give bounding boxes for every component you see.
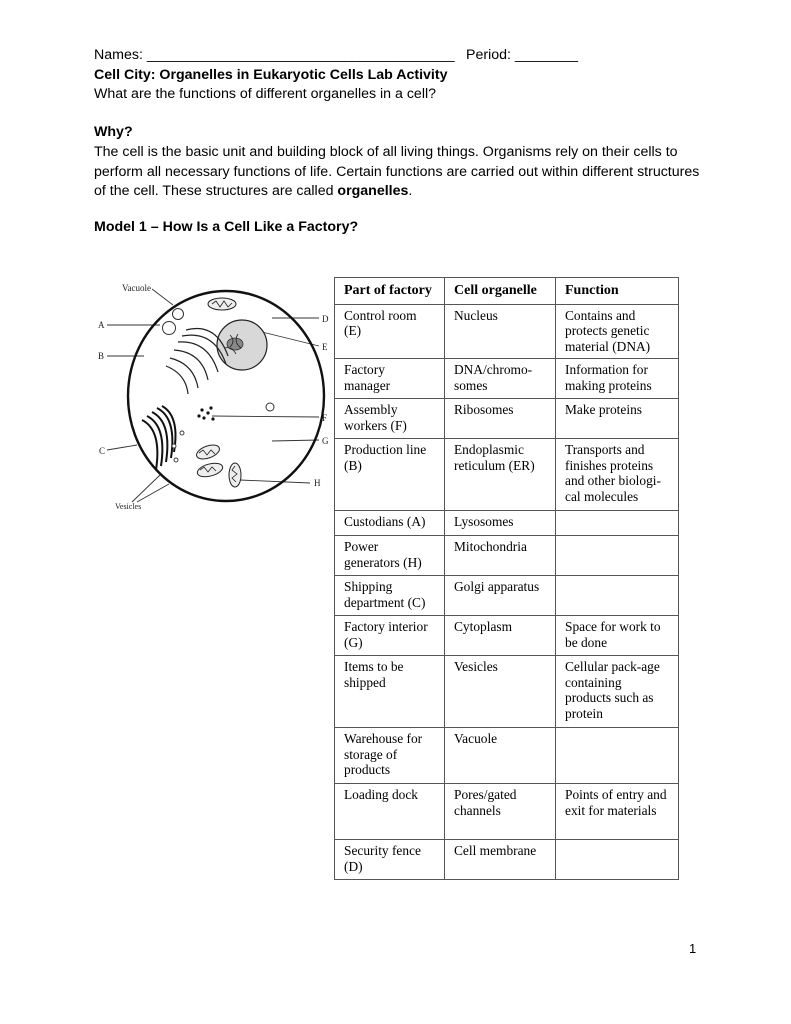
cell-factory-part: Assembly workers (F) <box>335 399 445 439</box>
table-row <box>335 576 679 616</box>
cell-function: Make proteins <box>556 399 679 439</box>
why-paragraph <box>94 143 704 202</box>
cell-factory-part: Items to be shipped <box>335 656 445 728</box>
cell-function <box>556 511 679 536</box>
table-row <box>335 840 679 880</box>
cell-function: Space for work to be done <box>556 616 679 656</box>
factory-organelle-table <box>334 277 679 880</box>
table-row <box>335 728 679 784</box>
cell-factory-part: Custodians (A) <box>335 511 445 536</box>
label-f: F <box>322 413 328 423</box>
cell-function: Contains and protects genetic material (DNA) <box>556 304 679 359</box>
cell-organelle: Pores/gated channels <box>445 784 556 840</box>
cell-factory-part: Factory manager <box>335 359 445 399</box>
table-row <box>335 399 679 439</box>
cell-membrane-shape <box>128 291 324 501</box>
cell-organelle: Ribosomes <box>445 399 556 439</box>
names-field-label: Names: _______________________________________ <box>94 47 455 63</box>
header-cell-organelle: Cell organelle <box>445 278 556 305</box>
header-part-of-factory: Part of factory <box>335 278 445 305</box>
cell-factory-part: Production line (B) <box>335 439 445 511</box>
cell-factory-part: Shipping department (C) <box>335 576 445 616</box>
table-row <box>335 304 679 359</box>
table-row <box>335 616 679 656</box>
cell-factory-part: Control room (E) <box>335 304 445 359</box>
guiding-question: What are the functions of different organelles in a cell? <box>94 86 437 102</box>
table-row <box>335 784 679 840</box>
cell-function <box>556 536 679 576</box>
cell-function: Cellular pack-age containing products such as protein <box>556 656 679 728</box>
cell-organelle: Cell membrane <box>445 840 556 880</box>
cell-function <box>556 576 679 616</box>
document-title: Cell City: Organelles in Eukaryotic Cells Lab Activity <box>94 67 448 83</box>
cell-function <box>556 840 679 880</box>
cell-factory-part: Loading dock <box>335 784 445 840</box>
table-row <box>335 536 679 576</box>
table-row <box>335 656 679 728</box>
why-text-part1: The cell is the basic unit and building block of all living things. Organisms rely on their cells to perform all necessary functions of life. Certain functions are carried out within different structures of the cell. These structures are called <box>94 144 700 199</box>
cell-organelle: Vesicles <box>445 656 556 728</box>
label-d: D <box>322 314 329 324</box>
label-vesicles: Vesicles <box>115 502 142 511</box>
why-text-part2: . <box>408 183 413 199</box>
cell-diagram <box>92 270 337 520</box>
cell-factory-part: Security fence (D) <box>335 840 445 880</box>
cell-function: Information for making proteins <box>556 359 679 399</box>
why-heading: Why? <box>94 124 133 140</box>
cell-organelle: Endoplasmic reticulum (ER) <box>445 439 556 511</box>
label-b: B <box>98 351 105 361</box>
header-function: Function <box>556 278 679 305</box>
label-e: E <box>322 342 328 352</box>
cell-function: Transports and finishes proteins and other biologi-cal molecules <box>556 439 679 511</box>
table-row <box>335 439 679 511</box>
cell-organelle: DNA/chromo-somes <box>445 359 556 399</box>
table-header-row <box>335 278 679 305</box>
cell-organelle: Mitochondria <box>445 536 556 576</box>
label-vacuole: Vacuole <box>122 283 151 293</box>
cell-organelle: Nucleus <box>445 304 556 359</box>
label-c: C <box>99 446 106 456</box>
table-row <box>335 511 679 536</box>
cell-factory-part: Warehouse for storage of products <box>335 728 445 784</box>
cell-organelle: Golgi apparatus <box>445 576 556 616</box>
table-row <box>335 359 679 399</box>
why-text-organelles: organelles <box>337 183 409 199</box>
cell-organelle: Vacuole <box>445 728 556 784</box>
cell-function <box>556 728 679 784</box>
label-g: G <box>322 436 329 446</box>
page-number: 1 <box>689 941 697 956</box>
period-field-label: Period: ________ <box>466 47 579 63</box>
model-heading: Model 1 – How Is a Cell Like a Factory? <box>94 219 359 235</box>
cell-factory-part: Factory interior (G) <box>335 616 445 656</box>
label-h: H <box>314 478 321 488</box>
label-a: A <box>98 320 105 330</box>
cell-factory-part: Power generators (H) <box>335 536 445 576</box>
cell-function: Points of entry and exit for materials <box>556 784 679 840</box>
cell-organelle: Cytoplasm <box>445 616 556 656</box>
cell-organelle: Lysosomes <box>445 511 556 536</box>
